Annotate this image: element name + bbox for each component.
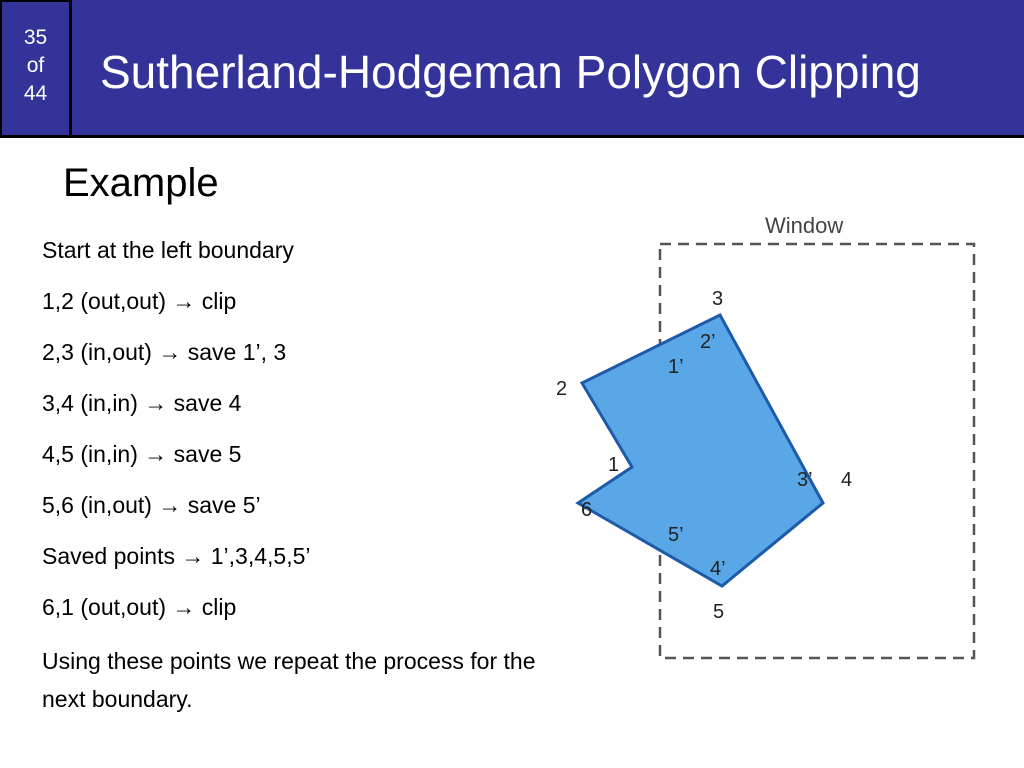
vertex-label-4: 4 (841, 469, 853, 491)
vertex-label-2: 2 (556, 378, 568, 400)
clipping-diagram (540, 205, 990, 675)
vertex-label-5-prime: 5’ (668, 524, 684, 546)
window-label: Window (765, 213, 844, 238)
vertex-label-4-prime: 4’ (710, 558, 726, 580)
slide-total: 44 (23, 82, 48, 105)
clipped-polygon (578, 315, 823, 586)
bullet-item: Using these points we repeat the process for the next boundary. (42, 648, 536, 712)
slide-number-box (0, 0, 72, 138)
vertex-label-3: 3 (712, 288, 724, 310)
vertex-label-2-prime: 2’ (700, 331, 716, 353)
bullet-item: 1,2 (out,out) → clip (42, 288, 237, 314)
bullet-list (42, 234, 602, 718)
vertex-label-3-prime: 3’ (797, 469, 813, 491)
bullet-item: 5,6 (in,out) → save 5’ (42, 492, 261, 518)
clipping-figure (540, 205, 990, 680)
vertex-label-1-prime: 1’ (668, 356, 684, 378)
slide-title: Sutherland-Hodgeman Polygon Clipping (100, 46, 921, 98)
vertex-label-6: 6 (581, 499, 593, 521)
bullet-item: Start at the left boundary (42, 237, 294, 263)
slide-header (0, 0, 1024, 138)
bullet-item: 3,4 (in,in) → save 4 (42, 390, 242, 416)
bullet-item: Saved points → 1’,3,4,5,5’ (42, 543, 311, 569)
slide-of-label: of (26, 54, 45, 77)
vertex-label-1: 1 (608, 454, 620, 476)
bullet-item: 2,3 (in,out) → save 1’, 3 (42, 339, 287, 365)
slide-number: 35 (23, 26, 48, 49)
slide-subtitle: Example (63, 161, 219, 205)
vertex-label-5: 5 (713, 601, 725, 623)
bullet-item: 4,5 (in,in) → save 5 (42, 441, 242, 467)
bullet-item: 6,1 (out,out) → clip (42, 594, 237, 620)
